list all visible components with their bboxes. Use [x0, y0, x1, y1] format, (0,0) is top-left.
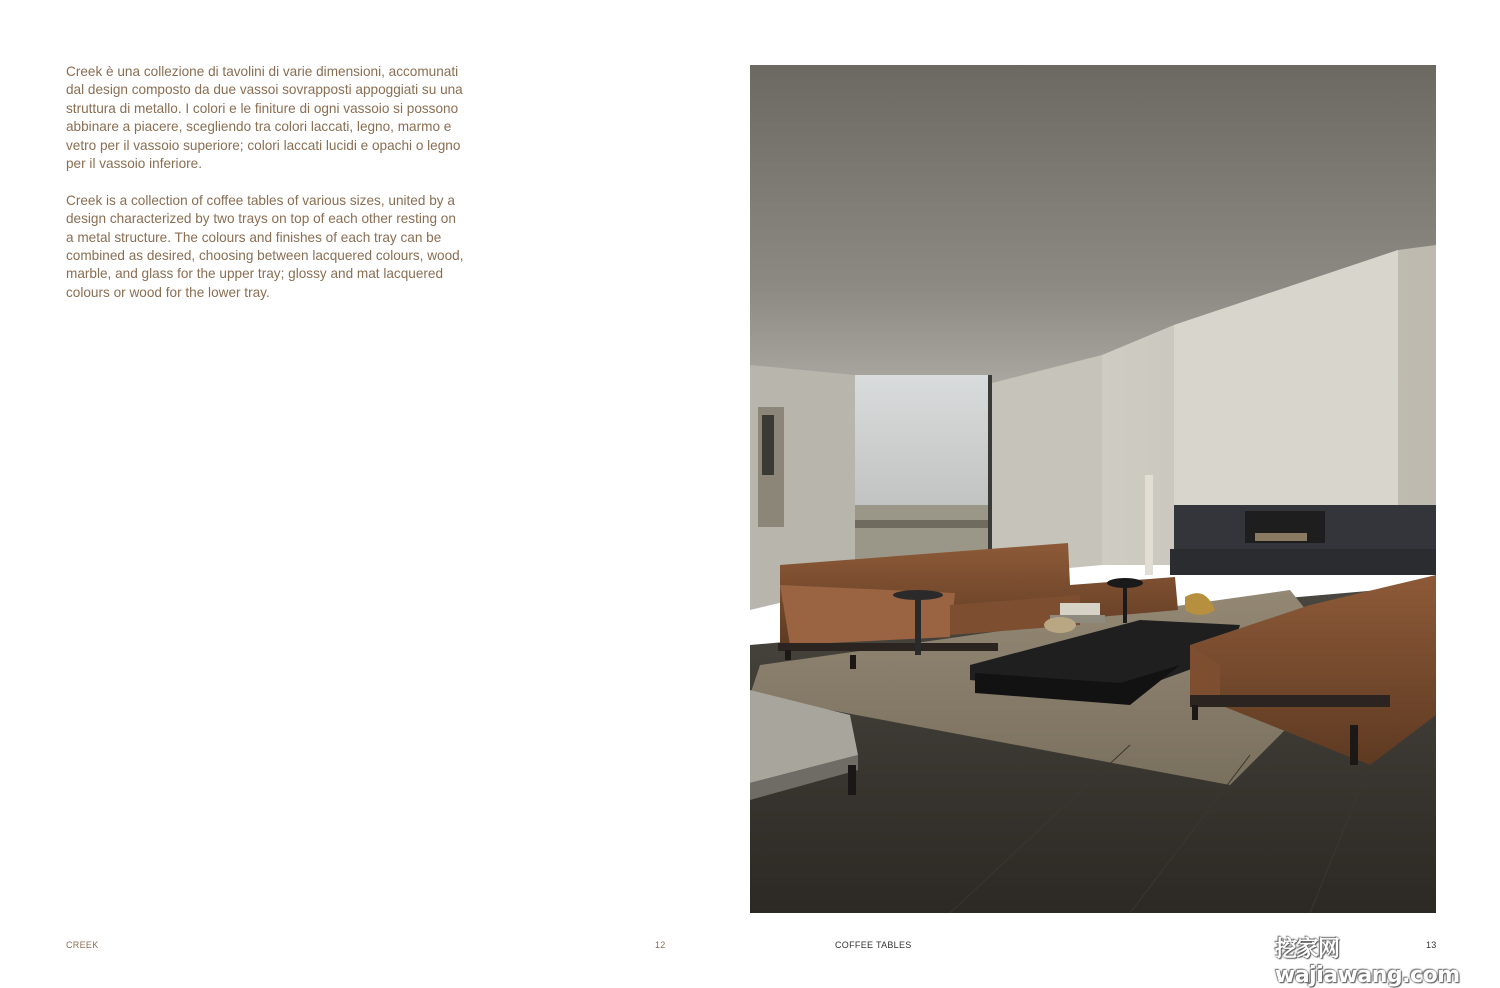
page-number-left: 12 [655, 940, 666, 950]
watermark: 挖家网 wajiawang.com [1275, 937, 1460, 988]
english-description: Creek is a collection of coffee tables of various sizes, united by a design characterized by two trays on top of each other resting on a metal structure. The colours and finishes of each tray can be combined as desired, choosing between lacquered colours, wood, marble, and glass for the upper tray; glossy and mat lacquered colours or wood for the lower tray. [66, 192, 464, 300]
description-block [66, 63, 466, 321]
living-room-photo [750, 65, 1436, 913]
footer-category: COFFEE TABLES [835, 940, 912, 950]
page-number-right: 13 [1426, 940, 1437, 950]
italian-description: Creek è una collezione di tavolini di varie dimensioni, accomunati dal design composto da due vassoi sovrapposti appoggiati su una struttura di metallo. I colori e le finiture di ogni vassoio si possono abbinare a piacere, scegliendo tra colori laccati, legno, marmo e vetro per il vassoio superiore; colori laccati lucidi e opachi o legno per il vassoio inferiore. [66, 64, 463, 172]
footer-collection: CREEK [66, 940, 99, 950]
